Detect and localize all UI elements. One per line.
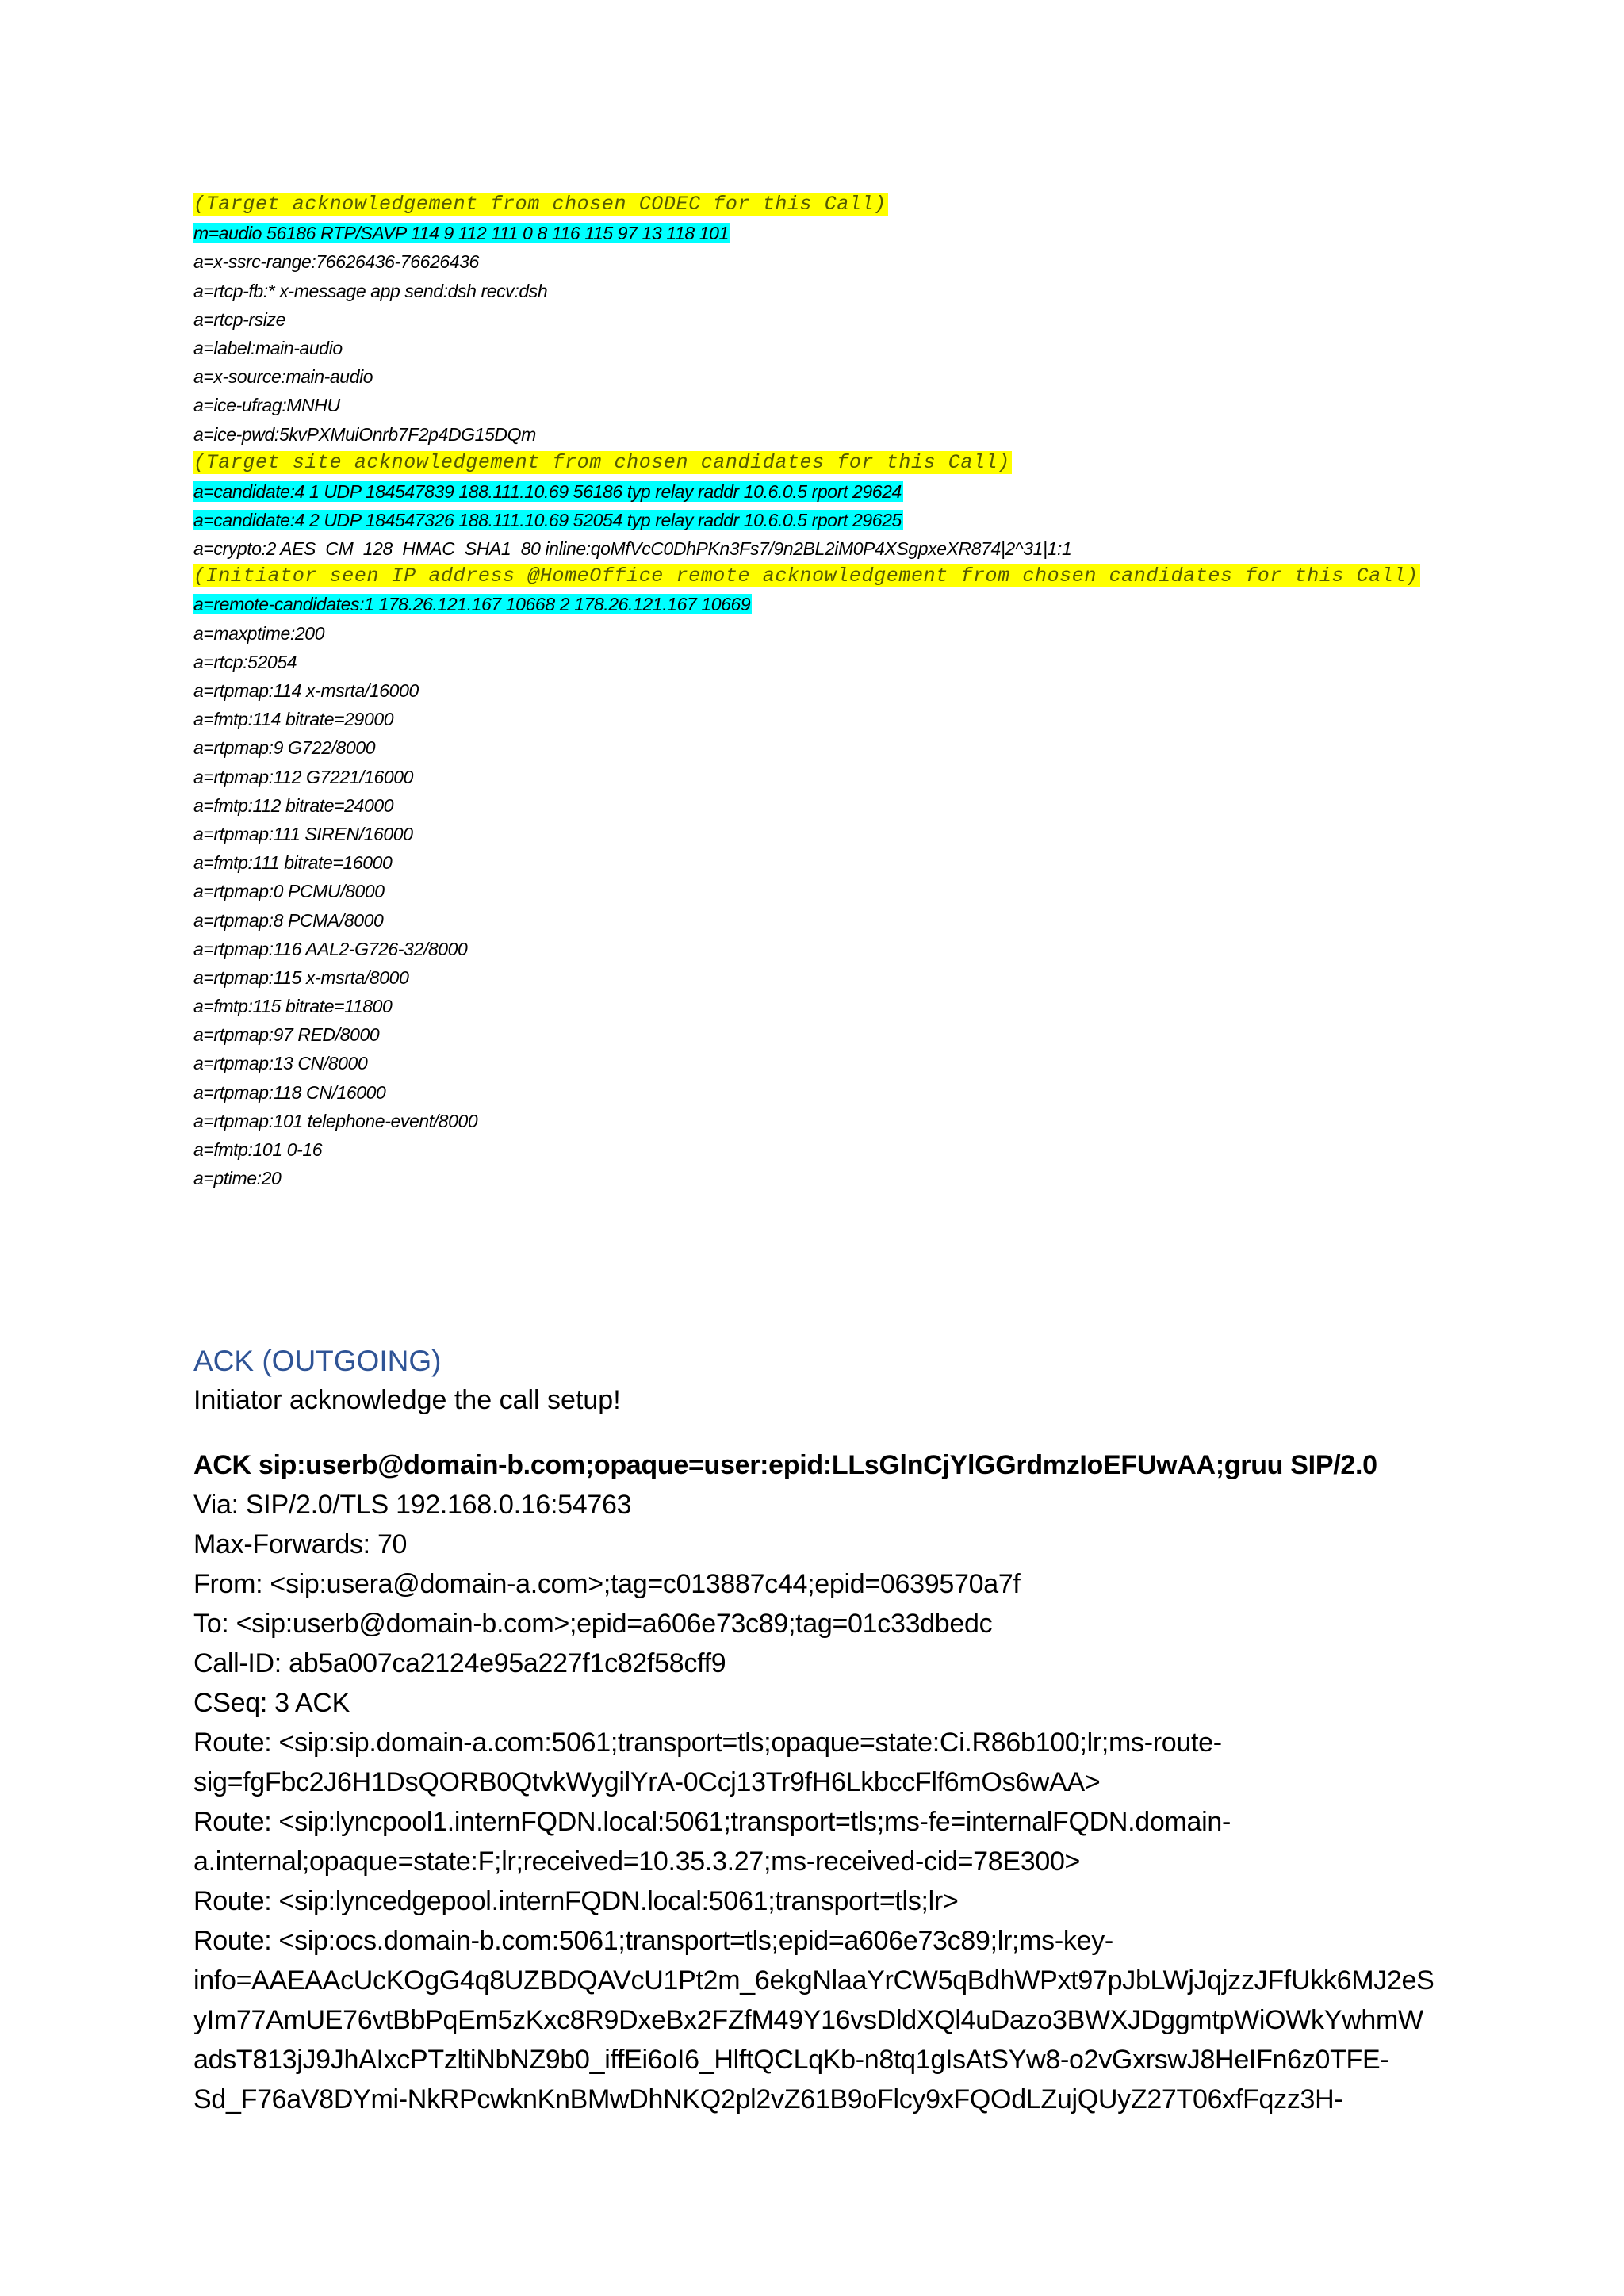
sdp-line bbox=[193, 1135, 1431, 1164]
section-heading: ACK (OUTGOING) bbox=[193, 1345, 442, 1377]
sdp-line bbox=[193, 935, 1431, 963]
sip-header-line: Route: <sip:lyncpool1.internFQDN.local:5061;transport=tls;ms-fe=internalFQDN.domain- bbox=[193, 1807, 1231, 1837]
sdp-line bbox=[193, 477, 1431, 506]
sdp-line bbox=[193, 992, 1431, 1020]
sdp-line-text: (Target site acknowledgement from chosen candidates for this Call) bbox=[193, 450, 1010, 474]
sdp-line-text: a=fmtp:111 bitrate=16000 bbox=[193, 852, 393, 874]
sdp-line bbox=[193, 391, 1431, 419]
sdp-line-text: a=rtpmap:112 G7221/16000 bbox=[193, 766, 414, 787]
sdp-line bbox=[193, 334, 1431, 362]
sdp-line-text: a=ice-ufrag:MNHU bbox=[193, 395, 340, 416]
sdp-line-text: a=candidate:4 1 UDP 184547839 188.111.10.69 56186 typ relay raddr 10.6.0.5 rport 29624 bbox=[193, 480, 902, 502]
sdp-line bbox=[193, 590, 1431, 618]
sdp-line bbox=[193, 906, 1431, 935]
sip-header-line: sig=fgFbc2J6H1DsQORB0QtvkWygilYrA-0Ccj13Tr9fH6LkbccFlf6mOs6wAA> bbox=[193, 1767, 1101, 1797]
sdp-line bbox=[193, 676, 1431, 705]
sip-header-line: From: <sip:usera@domain-a.com>;tag=c013887c44;epid=0639570a7f bbox=[193, 1569, 1021, 1599]
sdp-line bbox=[193, 1164, 1431, 1192]
sip-header-line: Sd_F76aV8DYmi-NkRPcwknKnBMwDhNKQ2pl2vZ61B9oFlcy9xFQOdLZujQUyZ27T06xfFqzz3H- bbox=[193, 2084, 1343, 2114]
sip-header-line: CSeq: 3 ACK bbox=[193, 1688, 350, 1718]
sdp-line-text: a=rtpmap:111 SIREN/16000 bbox=[193, 823, 413, 844]
sdp-line-text: m=audio 56186 RTP/SAVP 114 9 112 111 0 8 116 115 97 13 118 101 bbox=[193, 223, 729, 244]
sdp-line-text: a=rtcp-fb:* x-message app send:dsh recv:dsh bbox=[193, 280, 548, 301]
sdp-line-text: a=rtpmap:101 telephone-event/8000 bbox=[193, 1110, 478, 1131]
sdp-line bbox=[193, 705, 1431, 733]
sip-header-line: Via: SIP/2.0/TLS 192.168.0.16:54763 bbox=[193, 1490, 632, 1520]
sdp-line-text: a=rtcp:52054 bbox=[193, 651, 297, 672]
sdp-attribute-list bbox=[193, 190, 1431, 1192]
sdp-line bbox=[193, 733, 1431, 762]
sdp-line-text: a=ptime:20 bbox=[193, 1168, 282, 1189]
sdp-annotation-line bbox=[193, 563, 1431, 590]
sdp-line-text: a=crypto:2 AES_CM_128_HMAC_SHA1_80 inline:qoMfVcC0DhPKn3Fs7/9n2BL2iM0P4XSgpxeXR874|2^31|1:1 bbox=[193, 538, 1072, 560]
sip-header-line: Route: <sip:sip.domain-a.com:5061;transport=tls;opaque=state:Ci.R86b100;lr;ms-route- bbox=[193, 1728, 1222, 1758]
sdp-line bbox=[193, 763, 1431, 791]
sip-ack-message bbox=[193, 1445, 1434, 2119]
sdp-line-text: a=ice-pwd:5kvPXMuiOnrb7F2p4DG15DQm bbox=[193, 423, 536, 445]
sdp-line bbox=[193, 963, 1431, 992]
sdp-line-text: a=fmtp:114 bitrate=29000 bbox=[193, 709, 394, 730]
sdp-line-text: a=rtpmap:118 CN/16000 bbox=[193, 1081, 386, 1103]
sdp-line bbox=[193, 305, 1431, 334]
sip-header-line: a.internal;opaque=state:F;lr;received=10.35.3.27;ms-received-cid=78E300> bbox=[193, 1846, 1081, 1877]
sdp-line-text: a=rtcp-rsize bbox=[193, 308, 285, 330]
sip-header-line: adsT813jJ9JhAIxcPTzltiNbNZ9b0_iffEi6oI6_HlftQCLqKb-n8tq1gIsAtSYw8-o2vGxrswJ8HeIFn6z0TFE- bbox=[193, 2045, 1389, 2075]
sdp-line bbox=[193, 1078, 1431, 1107]
sdp-annotation-line bbox=[193, 190, 1431, 219]
sdp-line-text: a=rtpmap:9 G722/8000 bbox=[193, 737, 376, 759]
sdp-line-text: a=rtpmap:0 PCMU/8000 bbox=[193, 881, 385, 902]
sdp-line-text: a=fmtp:112 bitrate=24000 bbox=[193, 794, 394, 816]
sdp-line-text: a=fmtp:101 0-16 bbox=[193, 1139, 323, 1160]
sdp-line bbox=[193, 820, 1431, 848]
sdp-line-text: a=x-source:main-audio bbox=[193, 366, 373, 388]
sdp-line bbox=[193, 277, 1431, 305]
sdp-line bbox=[193, 1107, 1431, 1135]
sdp-line-text: a=label:main-audio bbox=[193, 337, 343, 358]
sdp-line-text: a=rtpmap:115 x-msrta/8000 bbox=[193, 966, 409, 988]
sdp-line bbox=[193, 247, 1431, 276]
sip-header-line: To: <sip:userb@domain-b.com>;epid=a606e73c89;tag=01c33dbedc bbox=[193, 1609, 993, 1639]
sip-header-line: Max-Forwards: 70 bbox=[193, 1529, 408, 1559]
sip-request-line: ACK sip:userb@domain-b.com;opaque=user:epid:LLsGlnCjYlGGrdmzIoEFUwAA;gruu SIP/2.0 bbox=[193, 1450, 1377, 1480]
sdp-line-text: a=remote-candidates:1 178.26.121.167 10668 2 178.26.121.167 10669 bbox=[193, 594, 751, 615]
sdp-line-text: a=rtpmap:114 x-msrta/16000 bbox=[193, 680, 419, 701]
sdp-line-text: a=rtpmap:13 CN/8000 bbox=[193, 1053, 368, 1074]
sdp-line-text: a=rtpmap:8 PCMA/8000 bbox=[193, 909, 384, 931]
sdp-line-text: a=candidate:4 2 UDP 184547326 188.111.10.69 52054 typ relay raddr 10.6.0.5 rport 29625 bbox=[193, 510, 902, 531]
sdp-line-text: a=x-ssrc-range:76626436-76626436 bbox=[193, 251, 479, 273]
sdp-line-text: (Initiator seen IP address @HomeOffice remote acknowledgement from chosen candidates for this Call) bbox=[193, 564, 1419, 588]
sdp-line-text: a=rtpmap:97 RED/8000 bbox=[193, 1024, 380, 1046]
sdp-line bbox=[193, 420, 1431, 449]
sdp-line bbox=[193, 877, 1431, 905]
sdp-line bbox=[193, 648, 1431, 676]
section-intro-text: Initiator acknowledge the call setup! bbox=[193, 1385, 621, 1415]
sdp-line bbox=[193, 1020, 1431, 1049]
sdp-line bbox=[193, 619, 1431, 648]
sdp-line-text: (Target acknowledgement from chosen CODEC for this Call) bbox=[193, 193, 887, 216]
sdp-line bbox=[193, 219, 1431, 247]
sip-header-line: yIm77AmUE76vtBbPqEm5zKxc8R9DxeBx2FZfM49Y16vsDldXQl4uDazo3BWXJDggmtpWiOWkYwhmW bbox=[193, 2005, 1423, 2035]
sip-header-line: Route: <sip:ocs.domain-b.com:5061;transport=tls;epid=a606e73c89;lr;ms-key- bbox=[193, 1926, 1113, 1956]
sdp-line bbox=[193, 506, 1431, 534]
sdp-line bbox=[193, 791, 1431, 820]
sdp-line-text: a=fmtp:115 bitrate=11800 bbox=[193, 996, 393, 1017]
sdp-line bbox=[193, 848, 1431, 877]
sdp-annotation-line bbox=[193, 449, 1431, 477]
sip-header-line: Call-ID: ab5a007ca2124e95a227f1c82f58cff9 bbox=[193, 1648, 726, 1678]
sdp-line bbox=[193, 534, 1431, 563]
sdp-line-text: a=rtpmap:116 AAL2-G726-32/8000 bbox=[193, 938, 468, 959]
sdp-line bbox=[193, 362, 1431, 391]
sdp-line-text: a=maxptime:200 bbox=[193, 622, 325, 644]
sip-header-line: info=AAEAAcUcKOgG4q8UZBDQAVcU1Pt2m_6ekgNlaaYrCW5qBdhWPxt97pJbLWjJqjzzJFfUkk6MJ2eS bbox=[193, 1965, 1434, 1996]
sip-header-line: Route: <sip:lyncedgepool.internFQDN.local:5061;transport=tls;lr> bbox=[193, 1886, 959, 1916]
sdp-line bbox=[193, 1049, 1431, 1077]
